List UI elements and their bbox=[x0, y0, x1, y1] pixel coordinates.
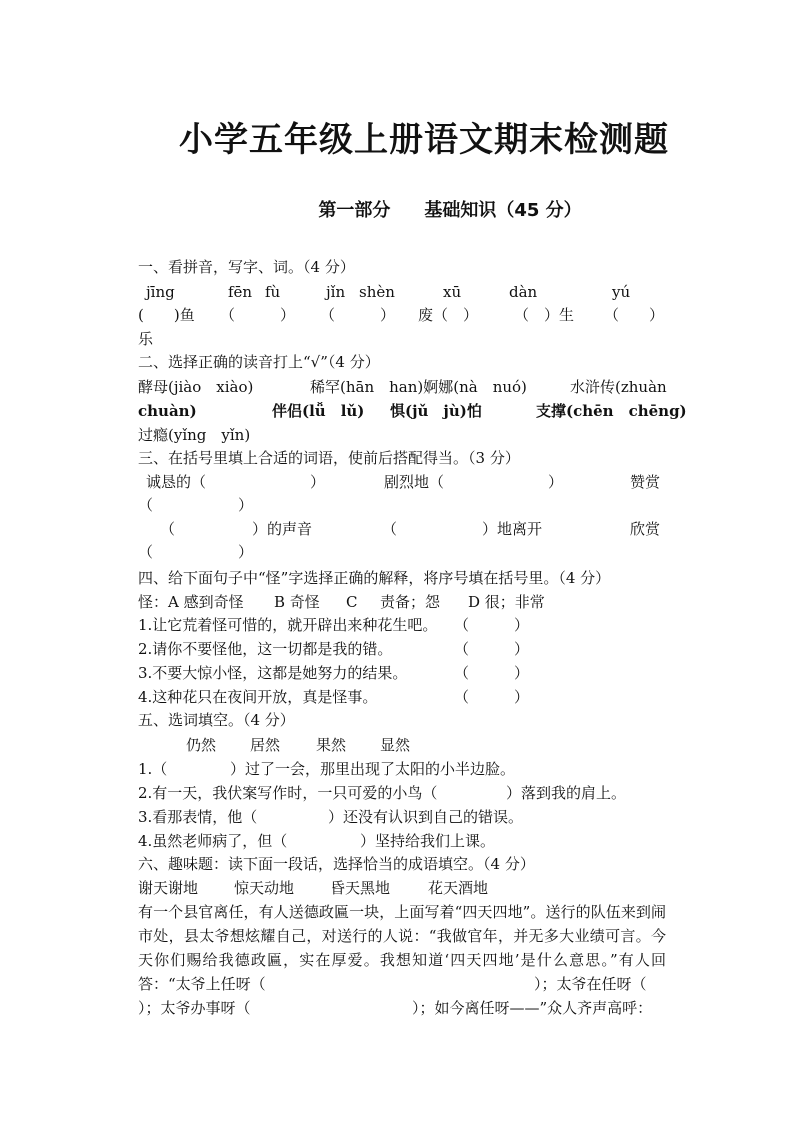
answer-blank[interactable]: ） bbox=[548, 473, 564, 491]
pinyin-choice[interactable]: 支撑(chēn chēng) bbox=[536, 402, 687, 420]
word-option: 果然 bbox=[316, 736, 347, 754]
q3-row: （ ） bbox=[138, 540, 666, 564]
q1-blank-row bbox=[138, 303, 666, 327]
answer-blank[interactable]: ） bbox=[310, 473, 326, 491]
pinyin-item: jīng bbox=[146, 283, 175, 301]
q6-word-bank bbox=[138, 876, 666, 900]
answer-blank[interactable]: ）地离开 bbox=[482, 520, 543, 538]
pinyin-item: shèn bbox=[359, 283, 395, 301]
q5-item: 1.（ ）过了一会，那里出现了太阳的小半边脸。 bbox=[138, 760, 516, 778]
section-heading bbox=[0, 196, 800, 222]
q4-heading: 四、给下面句子中“怪”字选择正确的解释，将序号填在括号里。（4 分） bbox=[138, 569, 611, 587]
pinyin-item: fēn bbox=[228, 283, 253, 301]
pinyin-item: xū bbox=[443, 283, 462, 301]
answer-blank[interactable]: （ ） bbox=[454, 688, 530, 706]
word-option: 谢天谢地 bbox=[138, 879, 199, 897]
word-option: 惊天动地 bbox=[234, 879, 295, 897]
pinyin-item: dàn bbox=[509, 283, 538, 301]
answer-blank[interactable]: （ ） bbox=[454, 616, 530, 634]
q2-row bbox=[138, 399, 687, 423]
q5-item: 4.虽然老师病了，但（ ）坚持给我们上课。 bbox=[138, 832, 496, 850]
q6-blank-row: ）；太爷办事呀（ ）；如今离任呀——”众人齐声高呼： bbox=[138, 999, 653, 1017]
q6-heading: 六、趣味题：读下面一段话，选择恰当的成语填空。（4 分） bbox=[138, 855, 535, 873]
pinyin-choice[interactable]: 惧(jǔ jù)怕 bbox=[390, 402, 482, 420]
pinyin-choice[interactable]: 酵母(jiào xiào) bbox=[138, 378, 254, 396]
part-heading: 基础知识（45 分） bbox=[424, 200, 582, 221]
q5-item: 2.有一天，我伏案写作时，一只可爱的小鸟（ ）落到我的肩上。 bbox=[138, 784, 627, 802]
word-option: 昏天黑地 bbox=[330, 879, 391, 897]
answer-blank[interactable]: （ ） bbox=[320, 306, 396, 324]
answer-blank[interactable]: （ ） bbox=[454, 640, 530, 658]
pinyin-choice[interactable]: 过瘾(yǐng yǐn) bbox=[138, 426, 251, 444]
q1-tail: 乐 bbox=[138, 330, 154, 348]
answer-blank[interactable]: ） bbox=[238, 543, 254, 561]
q4-item: 2.请你不要怪他，这一切都是我的错。 （ ） bbox=[138, 637, 666, 661]
q2-heading: 二、选择正确的读音打上“√”（4 分） bbox=[138, 353, 380, 371]
q5-item: 3.看那表情，他（ ）还没有认识到自己的错误。 bbox=[138, 808, 524, 826]
q4-item: 4.这种花只在夜间开放，真是怪事。 （ ） bbox=[138, 685, 666, 709]
answer-blank[interactable]: ）的声音 bbox=[252, 520, 313, 538]
q1-heading: 一、看拼音，写字、词。（4 分） bbox=[138, 258, 355, 276]
pinyin-choice[interactable]: chuàn) bbox=[138, 402, 197, 420]
pinyin-item: fù bbox=[265, 283, 281, 301]
q4-options: 怪：A 感到奇怪 B 奇怪 C 责备；怨 D 很；非常 bbox=[138, 593, 545, 611]
word-option: 仍然 bbox=[186, 736, 217, 754]
answer-blank[interactable]: （ ） bbox=[454, 664, 530, 682]
q3-row: （ ）的声音 （ ）地离开 欣赏 bbox=[138, 517, 666, 541]
pinyin-item: jǐn bbox=[326, 283, 346, 301]
answer-blank[interactable]: （ ）生 bbox=[514, 306, 575, 324]
q5-heading: 五、选词填空。（4 分） bbox=[138, 711, 295, 729]
q6-story: 有一个县官离任，有人送德政匾一块，上面写着“四天四地”。送行的队伍来到闹市处，县太爷想炫耀自己，对送行的人说：“我做官年，并无多大业绩可言。今天你们赐给我德政匾，实在厚爱。我想知道‘四天四地’是什么意思。”有人回答：“太爷上任呀（ bbox=[138, 903, 666, 993]
q1-pinyin-row bbox=[138, 280, 666, 304]
pinyin-choice[interactable]: 水浒传(zhuàn bbox=[570, 378, 667, 396]
page-title: 小学五年级上册语文期末检测题 bbox=[179, 120, 669, 160]
q5-word-bank bbox=[138, 733, 666, 757]
answer-blank[interactable]: （ ） bbox=[604, 306, 665, 324]
word-option: 居然 bbox=[250, 736, 281, 754]
q3-row: （ ） bbox=[138, 493, 666, 517]
answer-blank[interactable]: ） bbox=[238, 496, 254, 514]
q3-row: 诚恳的（ ） 剧烈地（ ） 赞赏 bbox=[138, 470, 666, 494]
q3-heading: 三、在括号里填上合适的词语，使前后搭配得当。（3 分） bbox=[138, 449, 520, 467]
word-option: 花天酒地 bbox=[428, 879, 489, 897]
answer-blank[interactable]: ( )鱼 bbox=[138, 306, 195, 324]
q2-row bbox=[138, 375, 666, 399]
answer-blank[interactable]: 废（ ） bbox=[418, 306, 479, 324]
answer-blank[interactable]: （ ） bbox=[220, 306, 296, 324]
pinyin-choice[interactable]: 伴侣(lǚ lǔ) bbox=[272, 402, 365, 420]
pinyin-choice[interactable]: 稀罕(hān han)婀娜(nà nuó) bbox=[310, 378, 527, 396]
pinyin-item: yú bbox=[612, 283, 631, 301]
q2-row bbox=[138, 423, 666, 447]
part-label: 第一部分 bbox=[318, 200, 391, 221]
q6-blank-fragment: ）；太爷在任呀（ bbox=[534, 975, 647, 993]
word-option: 显然 bbox=[380, 736, 411, 754]
q4-item: 1.让它荒着怪可惜的，就开辟出来种花生吧。 （ ） bbox=[138, 613, 666, 637]
q4-item: 3.不要大惊小怪，这都是她努力的结果。 （ ） bbox=[138, 661, 666, 685]
